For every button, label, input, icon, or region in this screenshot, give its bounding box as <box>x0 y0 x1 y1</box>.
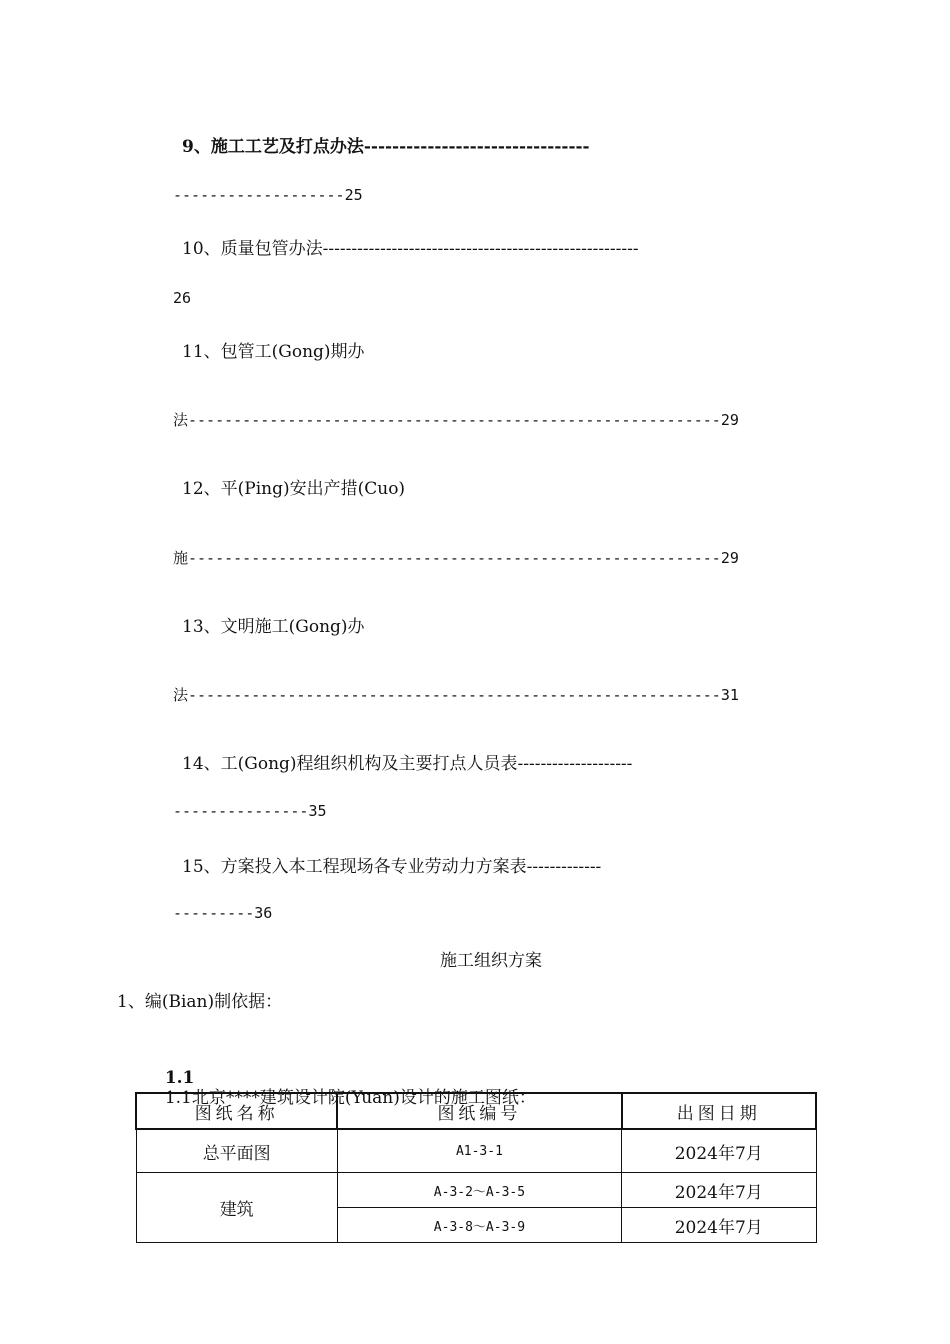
toc-page-line: ---------36 <box>173 904 273 922</box>
heading-1: 1、编(Bian)制依据： <box>117 992 283 1012</box>
toc-text: 12、平(Ping)安出产措(Cuo) <box>182 479 406 499</box>
toc-text: 11、包管工(Gong)期办 <box>182 342 365 362</box>
toc-line <box>182 857 601 877</box>
cell-drawing-number: A-3-8～A-3-9 <box>337 1208 621 1243</box>
heading-1-1-text: 1.1北京****建筑设计院(Yuan)设计的施工图纸： <box>164 1088 536 1108</box>
toc-line <box>182 617 365 637</box>
toc-text: 14、工(Gong)程组织机构及主要打点人员表-------------------- <box>182 754 633 774</box>
section-title: 施工组织方案 <box>440 951 542 971</box>
header-drawing-number: 图纸编号 <box>337 1093 621 1129</box>
header-issue-date: 出图日期 <box>622 1093 817 1129</box>
toc-text: 10、质量包管办法------------------------------------------------------- <box>182 239 639 259</box>
toc-text: 9、施工工艺及打点办法-------------------------------- <box>182 137 590 157</box>
toc-page-line: ---------------35 <box>173 802 327 820</box>
table-row <box>136 1173 816 1208</box>
toc-page-line: -------------------25 <box>173 186 363 204</box>
cell-issue-date: 2024年7月 <box>622 1208 817 1243</box>
cell-drawing-number: A-3-2～A-3-5 <box>337 1173 621 1208</box>
toc-page-line: 法-----------------------------------------------------------29 <box>173 411 739 429</box>
cell-issue-date: 2024年7月 <box>622 1173 817 1208</box>
toc-page-line: 26 <box>173 289 192 307</box>
toc-line <box>182 479 405 499</box>
header-drawing-name: 图纸名称 <box>136 1093 337 1129</box>
heading-1-1-number: 1.1 <box>164 1068 195 1088</box>
cell-drawing-number: A1-3-1 <box>337 1129 621 1173</box>
toc-line <box>182 754 632 774</box>
toc-text: 13、文明施工(Gong)办 <box>182 617 365 637</box>
toc-page-line: 法-----------------------------------------------------------31 <box>173 686 739 704</box>
drawings-table <box>135 1092 817 1243</box>
toc-line <box>182 239 639 259</box>
toc-text: 15、方案投入本工程现场各专业劳动力方案表------------- <box>182 857 602 877</box>
toc-page-line: 施-----------------------------------------------------------29 <box>173 549 739 567</box>
cell-drawing-name: 总平面图 <box>136 1129 337 1173</box>
toc-line <box>182 342 365 362</box>
table-row <box>136 1129 816 1173</box>
toc-line <box>182 137 590 157</box>
cell-drawing-name: 建筑 <box>136 1173 337 1243</box>
cell-issue-date: 2024年7月 <box>622 1129 817 1173</box>
table-header-row <box>136 1093 816 1129</box>
